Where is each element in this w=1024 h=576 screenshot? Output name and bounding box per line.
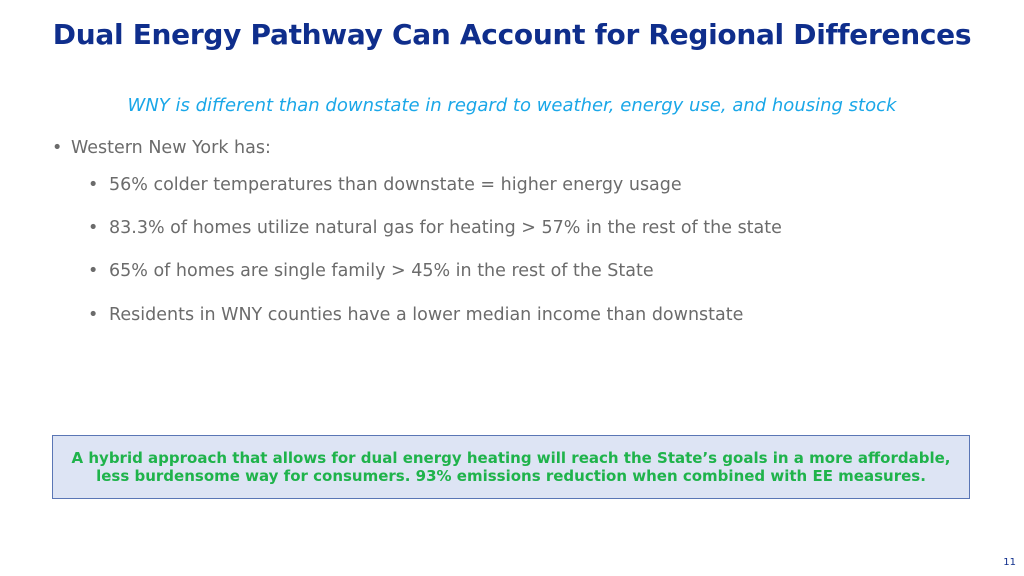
- bullet-glyph: •: [88, 305, 99, 325]
- bullet-glyph: •: [52, 138, 63, 158]
- sub-bullet-text: Residents in WNY counties have a lower median income than downstate: [109, 305, 744, 325]
- page-number: 11: [1003, 557, 1016, 568]
- slide-title: Dual Energy Pathway Can Account for Regional Differences: [52, 18, 972, 51]
- bullet-glyph: •: [88, 175, 99, 195]
- slide-subtitle: WNY is different than downstate in regard to weather, energy use, and housing stock: [127, 95, 897, 116]
- sub-bullet-text: 83.3% of homes utilize natural gas for heating > 57% in the rest of the state: [109, 218, 782, 238]
- bullet-glyph: •: [88, 218, 99, 238]
- sub-bullet-text: 56% colder temperatures than downstate = higher energy usage: [109, 175, 682, 195]
- sub-bullet-text: 65% of homes are single family > 45% in the rest of the State: [109, 261, 654, 281]
- bullet-main-text: Western New York has:: [71, 138, 271, 158]
- callout-text: A hybrid approach that allows for dual energy heating will reach the State’s goals in a more affordable, less burdensome way for consumers. 93% emissions reduction when combined with EE measures.: [71, 449, 951, 485]
- bullet-glyph: •: [88, 261, 99, 281]
- callout-box: [52, 435, 970, 499]
